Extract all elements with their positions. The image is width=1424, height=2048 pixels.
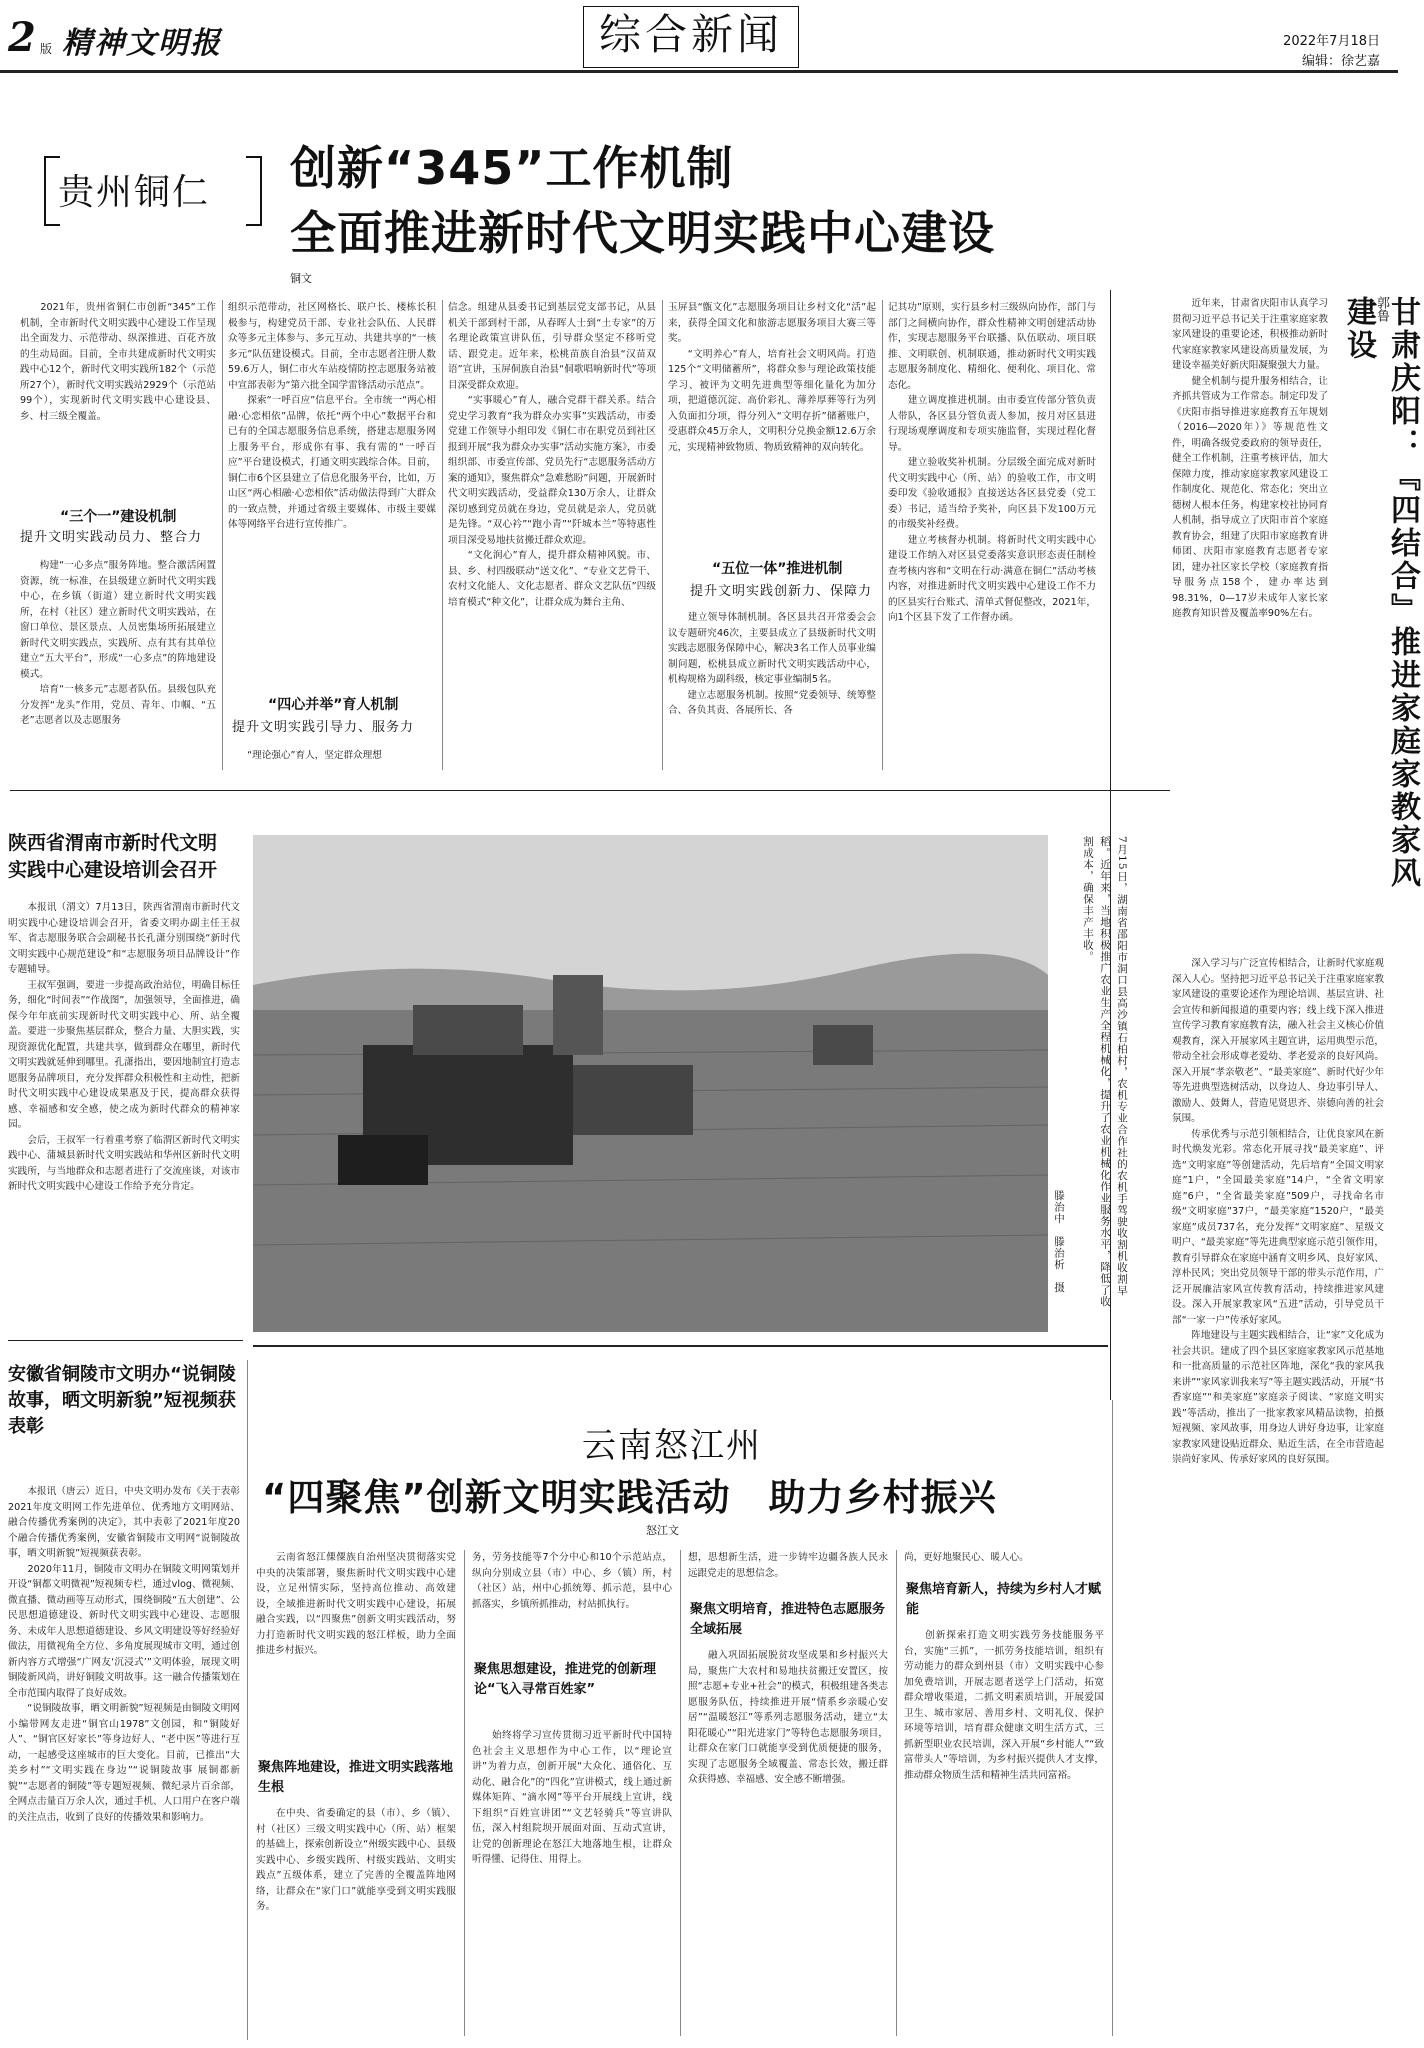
- col-sep: [442, 300, 443, 770]
- photo-bottom-rule: [253, 1345, 1108, 1347]
- photo-caption: 7月15日，湖南省邵阳市洞口县高沙镇石柏村，农机专业合作社的农机手驾驶收割机收割早稻。近年来，当地积极推广农业生产全程机械化，提升了农业机械化作业服务水平，降低了收割成本，确保丰产丰收。: [1082, 836, 1128, 1308]
- lead-kicker: 贵州铜仁: [58, 172, 211, 213]
- anhui-title: 安徽省铜陵市文明办“说铜陵故事，晒文明新貌”短视频获表彰: [8, 1364, 236, 1437]
- page-number: 2: [8, 14, 36, 61]
- yunnan-col4b: 创新探索打造文明实践劳务技能服务平台，实施“三抓”，一抓劳务技能培训，组织有劳动能力的群众到州县（市）文明实践中心参加免费培训，开展志愿者送学上门活动，拓宽群众增收渠道，二抓文明素质培训，开展爱国卫生、城市家居、善用乡村、文明礼仪、保护环境等培训，培育群众健康文明生活方式，三抓新型职业农民培训，深入开展“乡村能人”“致富带头人”等培训，为乡村振兴提供人才支撑，推动群众物质生活和精神生活共同富裕。: [904, 1630, 1104, 1781]
- yunnan-title: “四聚焦”创新文明实践活动 助力乡村振兴: [262, 1476, 997, 1519]
- gansu-kicker: 郭鲁: [1374, 296, 1389, 322]
- yunnan-col1: 云南省怒江傈僳族自治州坚决贯彻落实党中央的决策部署，聚焦新时代文明实践中心建设，立足州情实际，坚持高位推动、高效建设，全域推进新时代文明实践中心建设，拓展融合实践，以“四聚焦”创新文明实践活动，努力打造新时代文明实践的怒江样板，助力全面推进乡村振兴。: [256, 1552, 456, 1656]
- masthead-rule: [0, 70, 1398, 73]
- yunnan-kicker: 云南怒江州: [582, 1426, 762, 1466]
- gansu-col-bottom: 深入学习与广泛宣传相结合，让新时代家庭观深入人心。坚持把习近平总书记关于注重家庭家教家风建设的重要论述作为理论培训、基层宣讲、社会宣传和新闻报道的重要内容；线上线下深入推进宣传学习教育家庭教育法，融入社会主义核心价值观教育，深入开展家风主题宣讲，运用典型示范，带动全社会形成尊老爱幼、孝老爱亲的良好风尚。深入开展“孝亲敬老”、“最美家庭”、新时代好少年等先进典型选树活动，以身边人、身边事引导人、激励人、鼓舞人，营造见贤思齐、崇德向善的社会氛围。 传承优秀与示范引领相结合，让优良家风在新时代焕发光彩。常态化开展寻找“最美家庭”、评选“文明家庭”等创建活动，先后培育“全国文明家庭”1户，“全国最美家庭”14户，“全省文明家庭”6户，“全省最美家庭”509户，寻找命名市级“文明家庭”37户，“最美家庭”1520户，“最美家庭”成员737名，充分发挥“文明家庭”、星级文明户、“最美家庭”等先进典型家庭示范引领作用，教育引导群众在家庭中涵育文明乡风、良好家风、淳朴民风；突出党员领导干部的带头示范作用，广泛开展廉洁家风宣传教育活动，持续推进家风建设。深入开展家教家风“五进”活动，引导党员干部“一家一户”传承好家风。 阵地建设与主题实践相结合，让“家”文化成为社会共识。建成了四个县区家庭家教家风示范基地和一批高质量的示范社区阵地，深化“我的家风我来讲”“家风家训我来写”等主题实践活动，开展“书香家庭”“和美家庭”家庭亲子阅读、“家庭文明实践”等活动，推出了一批家教家风精品读物，拍摄短视频、家风故事，用身边人讲好身边事，让家庭家教家风建设贴近群众、贴近生活，在全市营造起崇尚好家风、传承好家风的良好氛围。: [1172, 958, 1384, 1465]
- editor-credit: 编辑：徐艺嘉: [1301, 54, 1380, 69]
- page-label: 版: [40, 42, 53, 56]
- col-sep: [222, 300, 223, 770]
- kicker-bracket-right: [246, 156, 262, 226]
- yunnan-byline: 怒江文: [646, 1524, 679, 1537]
- lead-byline: 铜文: [290, 272, 312, 285]
- lead-col1: 2021年，贵州省铜仁市创新“345”工作机制，全市新时代文明实践中心建设工作呈现出全面发力、示范带动、纵深推进、百花齐放的生动局面。目前，全市共建成新时代文明实践中心12个，新时代文明实践所182个（示范所27个），新时代文明实践站2929个（示范站99个），实现新时代文明实践中心建设县、乡、村三级全覆盖。: [20, 302, 216, 422]
- shaanxi-body: 本报讯（渭文）7月13日，陕西省渭南市新时代文明实践中心建设培训会召开，省委文明办副主任王叔军、省志愿服务联合会副秘书长孔潇分别围绕“新时代文明实践中心规范建设”和“志愿服务项目品牌设计”作专题辅导。 王叔军强调，要进一步提高政治站位，明确目标任务，细化“时间表”“作战图”，加强领导，全面推进，确保今年年底前实现新时代文明实践中心、所、站全覆盖。要进一步聚焦基层群众，整合力量、大胆实践，实现资源优化配置，共建共享，做到群众在哪里，新时代文明实践就延伸到哪里。孔潇指出，要因地制宜打造志愿服务品牌项目，充分发挥群众积极性和主动性，把新时代文明实践中心建设成果惠及于民，提高群众获得感、幸福感和安全感，使之成为新时代群众的精神家园。 会后，王叔军一行着重考察了临渭区新时代文明实践中心、蒲城县新时代文明实践站和华州区新时代文明实践所，与当地群众和志愿者进行了交流座谈，对该市新时代文明实践中心建设工作给予充分肯定。: [8, 902, 240, 1192]
- lead-col2b: “理论强心”育人，坚定群众理想: [228, 750, 382, 761]
- yunnan-col3b: 融入巩固拓展脱贫攻坚成果和乡村振兴大局，聚焦广大农村和易地扶贫搬迁安置区，按照“志愿+专业+社会”的模式，积极组建各类志愿服务队伍，持续推进开展“情系乡亲暖心安居”“温暖怒江”等系列志愿服务活动，建立“太阳花暖心”“阳光进家门”等特色志愿服务项目，让群众在家门口就能享受到优质便捷的服务，实现了志愿服务全域覆盖、常态长效，搬迁群众获得感、幸福感、安全感不断增强。: [688, 1650, 888, 1785]
- lead-sub3-line: 提升文明实践创新力、保障力: [690, 584, 873, 599]
- lead-col5: 记其功”原则，实行县乡村三级纵向协作，部门与部门之间横向协作，群众性精神文明创建活动协作，实现志愿服务平台联播、队伍联动、项目联推、文明联创、机制联通，推动新时代文明实践志愿服务制度化、精细化、便利化、项目化、常态化。 建立调度推进机制。由市委宣传部分管负责人带队，各区县分管负责人参加，按月对区县进行现场观摩调度和专项实施监督，实现过程化督导。 建立验收奖补机制。分层级全面完成对新时代文明实践中心（所、站）的验收工作，市文明委印发《验收通报》直接送达各区县党委（党工委）书记，适当给予奖补，向区县下发100万元的市级奖补经费。 建立考核督办机制。将新时代文明实践中心建设工作纳入对区县党委落实意识形态责任制检查考核内容和“文明在行动·满意在铜仁”活动考核内容，对推进新时代文明实践中心建设工作不力的区县实行台账式、清单式督促整改，2021年，向1个区县下发了工作督办函。: [888, 302, 1096, 623]
- yunnan-col2b: 始终将学习宣传贯彻习近平新时代中国特色社会主义思想作为中心工作，以“理论宣讲”为着力点，创新开展“大众化、通俗化、互动化、融合化”的“四化”宣讲模式，线上通过新媒体矩阵、“滴水网”等平台开展线上宣讲，线下组织“百姓宣讲团”“文艺轻骑兵”等宣讲队伍，深入村组院坝开展面对面、互动式宣讲，让党的创新理论在怒江大地落地生根，让群众听得懂、记得住、用得上。: [472, 1730, 672, 1865]
- gansu-col-top: 近年来，甘肃省庆阳市认真学习贯彻习近平总书记关于注重家庭家教家风建设的重要论述，积极推动新时代家庭家教家风建设高质量发展，为建设幸福美好新庆阳凝聚强大力量。 健全机制与提升服务相结合，让齐抓共管成为工作常态。制定印发了《庆阳市指导推进家庭教育五年规划（2016—2020年）》等规范性文件，明确各级党委政府的领导责任，健全工作机制，注重考核评估，加大保障力度，推动家庭家教家风建设工作制度化、规范化、常态化；突出立德树人根本任务，构建家校社协同育人机制，指导成立了庆阳市首个家庭教育协会，组建了庆阳市家庭教育讲师团、庆阳市家庭教育志愿者专家团，建办社区家长学校（家庭教育指导服务点158个，建办率达到98.31%，0—17岁未成年人家长家庭教育知识普及覆盖率90%左右。: [1172, 298, 1328, 619]
- yunnan-col2-sub: 聚焦思想建设，推进党的创新理论“飞入寻常百姓家”: [474, 1662, 657, 1697]
- col-sep: [896, 1550, 897, 2036]
- harvest-photo: [253, 835, 1048, 1332]
- col-sep: [882, 300, 883, 770]
- paper-logo: 精神文明报: [62, 26, 222, 61]
- yunnan-col1-sub: 聚焦阵地建设，推进文明实践落地生根: [258, 1760, 454, 1795]
- lead-title-line1: 创新“345”工作机制: [290, 141, 734, 195]
- lead-col2: 组织示范带动，社区网格长、联户长、楼栋长积极参与，构建党员干部、专业社会队伍、人民群众等多元主体参与、多元互动、共建共享的“一核多元”队伍建设模式。目前，全市志愿者注册人数59.6万人，铜仁市火车站疫情防控志愿服务站被中宣部表彰为“第六批全国学雷锋活动示范点”。 探索“一呼百应”信息平台。全市统一“两心相融·心恋相依”品牌，依托“两个中心”数据平台和已有的全国志愿服务信息系统，搭建志愿服务网上服务平台，形成你有事、我有需的“一呼百应”平台建设模式，打通文明实践综合体。目前，铜仁市6个区县建立了信息化服务平台，比如，万山区“两心相融·心恋相依”活动做法得到广大群众的一致点赞，并通过省级主要媒体、市级主要媒体等网络平台进行宣传推广。: [228, 302, 436, 530]
- col-sep: [1112, 1400, 1113, 2036]
- col-sep: [247, 1360, 248, 2040]
- issue-date: 2022年7月18日: [1283, 34, 1380, 49]
- lead-sub1-line: 提升文明实践动员力、整合力: [20, 530, 203, 545]
- photo-credit: 滕治中 滕治析 摄: [1053, 1190, 1065, 1294]
- lead-col4: 玉屏县“甑文化”志愿服务项目让乡村文化“活”起来，获得全国文化和旅游志愿服务项目大赛三等奖。 “文明养心”育人，培育社会文明风尚。打造125个“文明储蓄所”，将群众参与理论政策技能学习、被评为文明先进典型等细化量化为加分项，把道德沉淀、高价彩礼、薄养厚葬等行为列入负面扣分项，得分列入“文明存折”储蓄账户，受惠群众45万余人，文明积分兑换金额12.6万余元，实现精神致物质、物质致精神的双向转化。: [668, 302, 876, 453]
- yunnan-col2: 务，劳务技能等7个分中心和10个示范站点，纵向分别成立县（市）中心、乡（镇）所，村（社区）站，州中心抓统筹、抓示范，县中心抓落实，乡镇所抓推动，村站抓执行。: [472, 1552, 672, 1610]
- shaanxi-title: 陕西省渭南市新时代文明实践中心建设培训会召开: [8, 832, 218, 881]
- gansu-title: 甘肃庆阳：『四结合』推进家庭家教家风建设: [1341, 296, 1420, 890]
- col-sep: [680, 1550, 681, 2036]
- yunnan-col3-sub: 聚焦文明培育，推进特色志愿服务全域拓展: [690, 1602, 886, 1637]
- col-sep: [464, 1550, 465, 2036]
- lead-sub2-line: 提升文明实践引导力、服务力: [232, 720, 415, 735]
- section-title: 综合新闻: [583, 6, 799, 68]
- col-sep: [662, 300, 663, 770]
- lead-col4b: 建立领导体制机制。各区县共召开常委会会议专题研究46次，主要县成立了县级新时代文明实践志愿服务保障中心，解决3名工作人员事业编制问题，松桃县成立新时代文明实践活动中心，机构规格为副科级，核定事业编制5名。 建立志愿服务机制。按照“党委领导、统筹整合、各负其责、各展所长、各: [668, 612, 876, 716]
- lead-sub1: “三个一”建设机制: [60, 509, 177, 525]
- lead-col3: 信念。组建从县委书记到基层党支部书记，从县机关干部到村干部，从春晖人士到“土专家”的万名理论政策宣讲队伍，引导群众坚定不移听党话、跟党走。近年来，松桃苗族自治县“汉苗双语”宣讲，玉屏侗族自治县“侗歌唱响新时代”等项目深受群众欢迎。 “实事暖心”育人，融合党群干群关系。结合党史学习教育“我为群众办实事”实践活动，市委党建工作领导小组印发《铜仁市在职党员到社区报到开展“我为群众办实事”活动实施方案》，市委组织部、市委宣传部、党员先行“志愿服务活动方案的通知》，聚焦群众“急难愁盼”问题，开展新时代文明实践活动，受益群众130万余人，让群众深切感到党员就在身边，党员就是亲人，党员就是先锋。“双心衿”“跑小青”“阡城本兰”等特惠性项目深受易地扶贫搬迁群众欢迎。 “文化润心”育人，提升群众精神风貌。市、县、乡、村四级联动“送文化”、“专业文艺骨干、农村文化能人、文化志愿者、群众文艺队伍”四级培育模式“种文化”，让群众成为舞台主角、: [448, 302, 656, 608]
- yunnan-col1b: 在中央、省委确定的县（市）、乡（镇）、村（社区）三级文明实践中心（所、站）框架的基础上，探索创新设立“州级实践中心、县级实践中心、乡级实践所、村级实践站、文明实践点”五级体系，建立了完善的全覆盖阵地网络，让群众在“家门口”就能享受到文明实践服务。: [256, 1808, 456, 1912]
- lead-sub3: “五位一体”推进机制: [712, 561, 843, 577]
- yunnan-col4: 尚，更好地聚民心、暖人心。: [904, 1552, 1029, 1563]
- lead-sub2: “四心并举”育人机制: [268, 697, 399, 713]
- yunnan-col4-sub: 聚焦培育新人，持续为乡村人才赋能: [906, 1582, 1102, 1617]
- harvest-photo-illustration: [253, 835, 1048, 1332]
- lead-bottom-rule: [10, 790, 1170, 791]
- anhui-body: 本报讯（唐云）近日，中央文明办发布《关于表彰2021年度文明网工作先进单位、优秀地方文明网站、融合传播优秀案例的决定》，其中表彰了2021年度20个融合传播优秀案例，安徽省铜陵市文明网“说铜陵故事，晒文明新貌”短视频获表彰。 2020年11月，铜陵市文明办在铜陵文明网策划并开设“铜都文明微视”短视频专栏，通过vlog、微视频、微直播、微动画等互动形式，围绕铜陵“五大创建”、公民思想道德建设、新时代文明实践中心建设、志愿服务、未成年人思想道德建设、乡风文明建设等好经验好做法，用微视角全方位、多角度展现城市文明，通过创新内容方式增强“广网友‘沉浸式’”文明体验，展现文明铜陵新风尚，讲好铜陵文明故事。这一融合传播策划在全市范围内取得了良好成效。 “说铜陵故事，晒文明新貌”短视频是由铜陵文明网小编带网友走进“铜官山1978”文创园，和“铜陵好人”、“铜官区好家长”等身边好人、“老中医”等进行互动，一起感受这座城市的巨大变化。目前，已推出“大美乡村”“文明实践在身边”“说铜陵故事 展铜都新貌”“志愿者的铜陵”等专题短视频、微纪录片百余部，全网点击量百万余人次，通过手机、人口用户在客户端的关注点击，收到了良好的传播效果和影响力。: [8, 1486, 240, 1823]
- lead-title-line2: 全面推进新时代文明实践中心建设: [290, 206, 995, 260]
- yunnan-col3: 想，思想新生活，进一步铸牢边疆各族人民永远跟党走的思想信念。: [688, 1552, 888, 1579]
- lead-col1b: 构建“一心多点”服务阵地。整合激活闲置资源，统一标准，在县级建立新时代文明实践中心，在乡镇（街道）建立新时代文明实践所，在村（社区）建立新时代文明实践站，在窗口单位、景区景点、人员密集场所拓展建立新时代文明实践点，实践所、点有其有其单位建立“五大平台”，形成“一心多点”的阵地建设模式。 培育“一核多元”志愿者队伍。县级包队充分发挥“龙头”作用，党员、青年、巾帼、“五老”志愿者以及志愿服务: [20, 560, 216, 726]
- shaanxi-bottom-rule: [8, 1340, 243, 1341]
